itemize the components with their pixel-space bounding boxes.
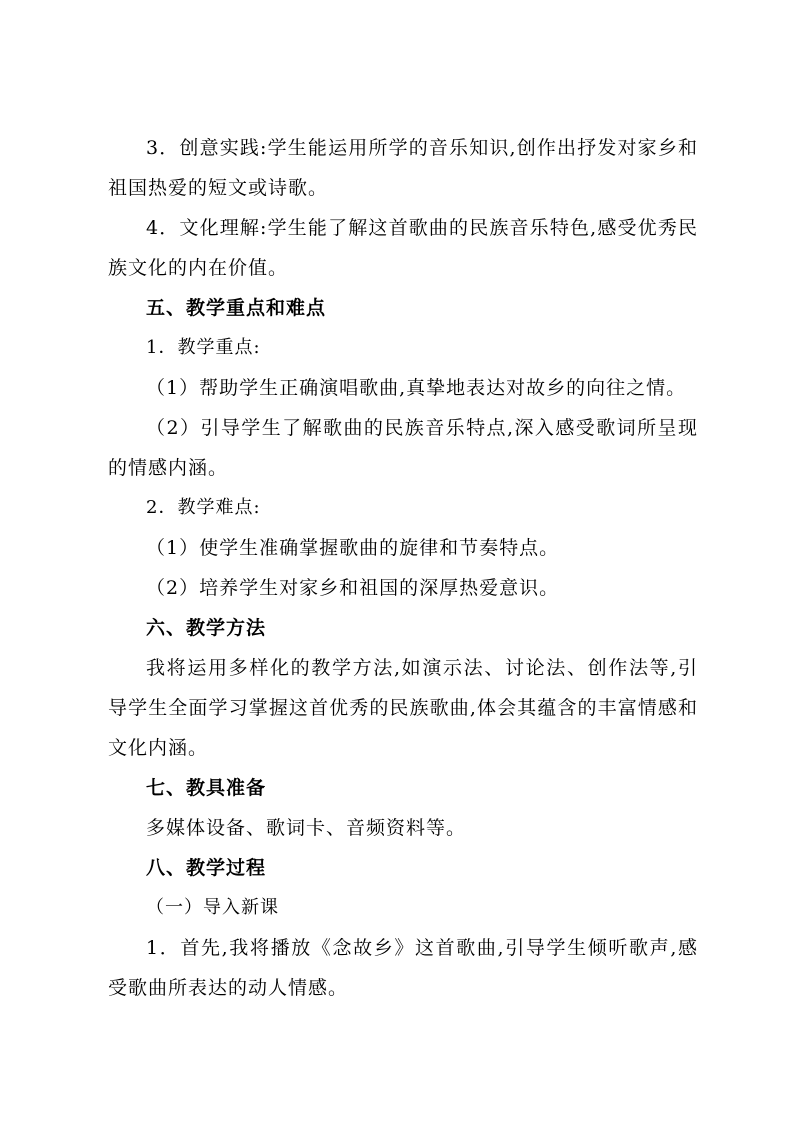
subheading-introduction: （一）导入新课 [146,897,279,918]
paragraph-difficulty-1: （1）使学生准确掌握歌曲的旋律和节奏特点。 [146,537,560,559]
heading-teaching-methods: 六、教学方法 [146,617,267,639]
paragraph-key-point-2: （2）引导学生了解歌曲的民族音乐特点,深入感受歌词所呈现的情感内涵。 [108,417,698,479]
heading-teaching-aids: 七、教具准备 [146,777,267,799]
document-page [108,128,698,1008]
heading-teaching-process: 八、教学过程 [146,857,267,879]
paragraph-difficulty-2: （2）培养学生对家乡和祖国的深厚热爱意识。 [146,577,560,599]
paragraph-teaching-methods: 我将运用多样化的教学方法,如演示法、讨论法、创作法等,引导学生全面学习掌握这首优秀的民族歌曲,体会其蕴含的丰富情感和文化内涵。 [108,657,698,759]
paragraph-cultural-understanding: 4．文化理解:学生能了解这首歌曲的民族音乐特色,感受优秀民族文化的内在价值。 [108,217,698,279]
paragraph-creative-practice: 3．创意实践:学生能运用所学的音乐知识,创作出抒发对家乡和祖国热爱的短文或诗歌。 [108,137,698,199]
paragraph-teaching-aids: 多媒体设备、歌词卡、音频资料等。 [146,817,467,839]
subheading-difficulties: 2．教学难点: [146,497,261,518]
subheading-key-points: 1．教学重点: [146,337,261,358]
paragraph-introduction-step-1: 1．首先,我将播放《念故乡》这首歌曲,引导学生倾听歌声,感受歌曲所表达的动人情感。 [108,937,698,999]
paragraph-key-point-1: （1）帮助学生正确演唱歌曲,真挚地表达对故乡的向往之情。 [146,377,687,399]
heading-key-points: 五、教学重点和难点 [146,297,327,319]
